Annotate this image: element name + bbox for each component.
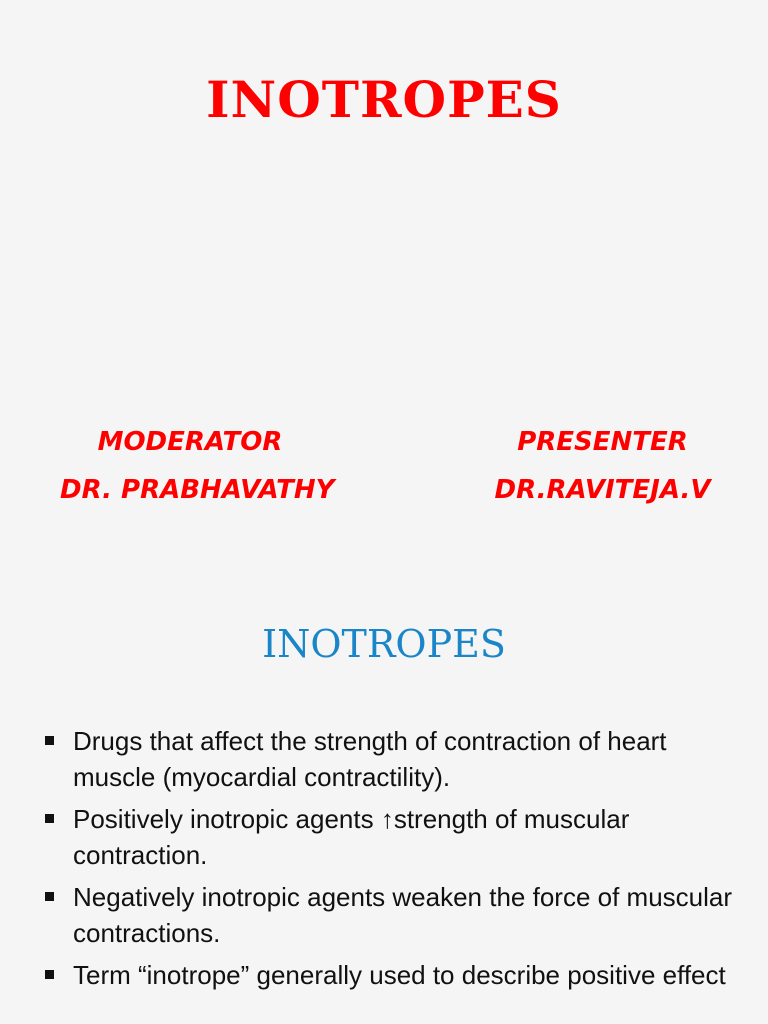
moderator-role: MODERATOR xyxy=(97,427,283,457)
slide-title: INOTROPES xyxy=(206,70,562,129)
square-bullet-icon xyxy=(45,814,54,823)
list-item xyxy=(42,801,742,873)
presenter-role: PRESENTER xyxy=(517,427,688,457)
square-bullet-icon xyxy=(45,892,54,901)
bullet-text: Positively inotropic agents ↑strength of muscular contraction. xyxy=(73,804,630,870)
list-item xyxy=(42,723,742,795)
content-slide xyxy=(0,588,768,1024)
presenter-name: DR.RAVITEJA.V xyxy=(494,475,711,505)
bullet-text: Negatively inotropic agents weaken the force of muscular contractions. xyxy=(73,882,733,948)
bullet-list xyxy=(42,723,742,999)
moderator-name: DR. PRABHAVATHY xyxy=(60,475,335,505)
square-bullet-icon xyxy=(45,970,54,979)
content-slide-title: INOTROPES xyxy=(262,622,506,666)
list-item xyxy=(42,879,742,951)
square-bullet-icon xyxy=(45,736,54,745)
bullet-text: Drugs that affect the strength of contraction of heart muscle (myocardial contractility). xyxy=(73,726,667,792)
moderator-block xyxy=(60,418,335,514)
presenter-block xyxy=(470,418,735,514)
list-item xyxy=(42,957,742,993)
bullet-text: Term “inotrope” generally used to describe positive effect xyxy=(73,960,726,990)
